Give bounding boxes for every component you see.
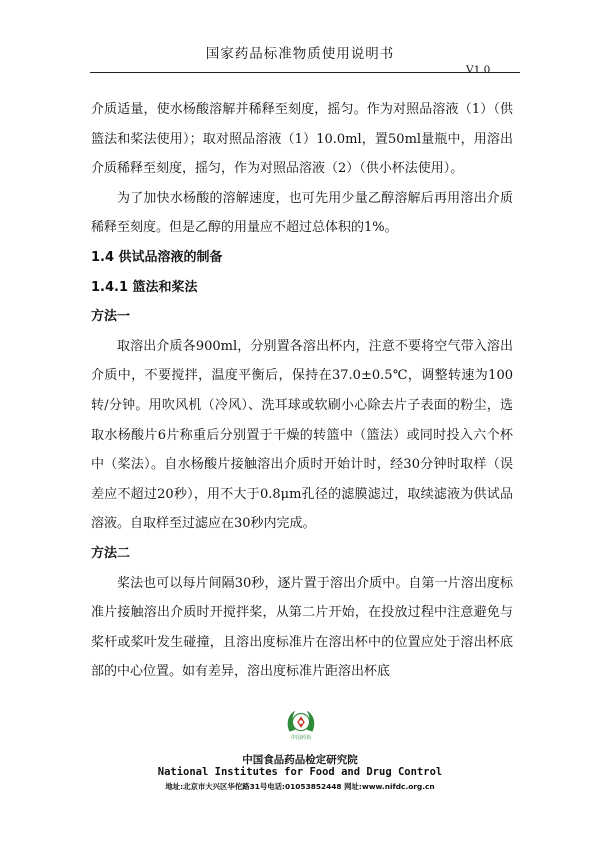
footer-address: 地址:北京市大兴区华佗路31号电话:01053852448 网址:www.nifdc.org.cn [165, 782, 435, 791]
section-heading-1-4-1: 1.4.1 篮法和桨法 [91, 279, 198, 295]
method-one-heading: 方法一 [91, 309, 131, 325]
nifdc-logo-icon [282, 705, 320, 743]
logo-text: 中国药检 [290, 735, 312, 742]
footer-org-chinese: 中国食品药品检定研究院 [242, 754, 358, 766]
paragraph-method-two: 桨法也可以每片间隔30秒，逐片置于溶出介质中。自第一片溶出度标准片接触溶出介质时开搅拌桨，从第二片开始，在投放过程中注意避免与桨杆或桨叶发生碰撞，且溶出度标准片在溶出杯中的位置应处于溶出杯底部的中心位置。如有差异，溶出度标准片距溶出杯底 [91, 575, 513, 680]
paragraph-ethanol-note: 为了加快水杨酸的溶解速度，也可先用少量乙醇溶解后再用溶出介质稀释至刻度。但是乙醇的用量应不超过总体积的1%。 [91, 190, 513, 236]
version-label: V1.0 [466, 64, 491, 76]
paragraph-reference-solution: 介质适量，使水杨酸溶解并稀释至刻度，摇匀。作为对照品溶液（1）（供篮法和桨法使用）；取对照品溶液（1）10.0ml，置50ml量瓶中，用溶出介质稀释至刻度，摇匀，作为对照品溶液（2）（供小杯法使用）。 [91, 102, 513, 177]
paragraph-method-one: 取溶出介质各900ml，分别置各溶出杯内，注意不要将空气带入溶出介质中，不要搅拌，温度平衡后，保持在37.0±0.5℃，调整转速为100转/分钟。用吹风机（冷风）、洗耳球或软刷小心除去片子表面的粉尘，选取水杨酸片6片称重后分别置于干燥的转篮中（篮法）或同时投入六个杯中（桨法）。自水杨酸片接触溶出介质时开始计时，经30分钟时取样（误差应不超过20秒），用不大于0.8μm孔径的滤膜滤过，取续滤液为供试品溶液。自取样至过滤应在30秒内完成。 [91, 338, 513, 532]
section-heading-1-4: 1.4 供试品溶液的制备 [91, 249, 223, 265]
footer-org-english: National Institutes for Food and Drug Control [157, 766, 443, 778]
method-two-heading: 方法二 [91, 545, 131, 561]
page-title: 国家药品标准物质使用说明书 [205, 46, 395, 62]
document-body [91, 95, 513, 687]
header-divider [90, 72, 520, 73]
